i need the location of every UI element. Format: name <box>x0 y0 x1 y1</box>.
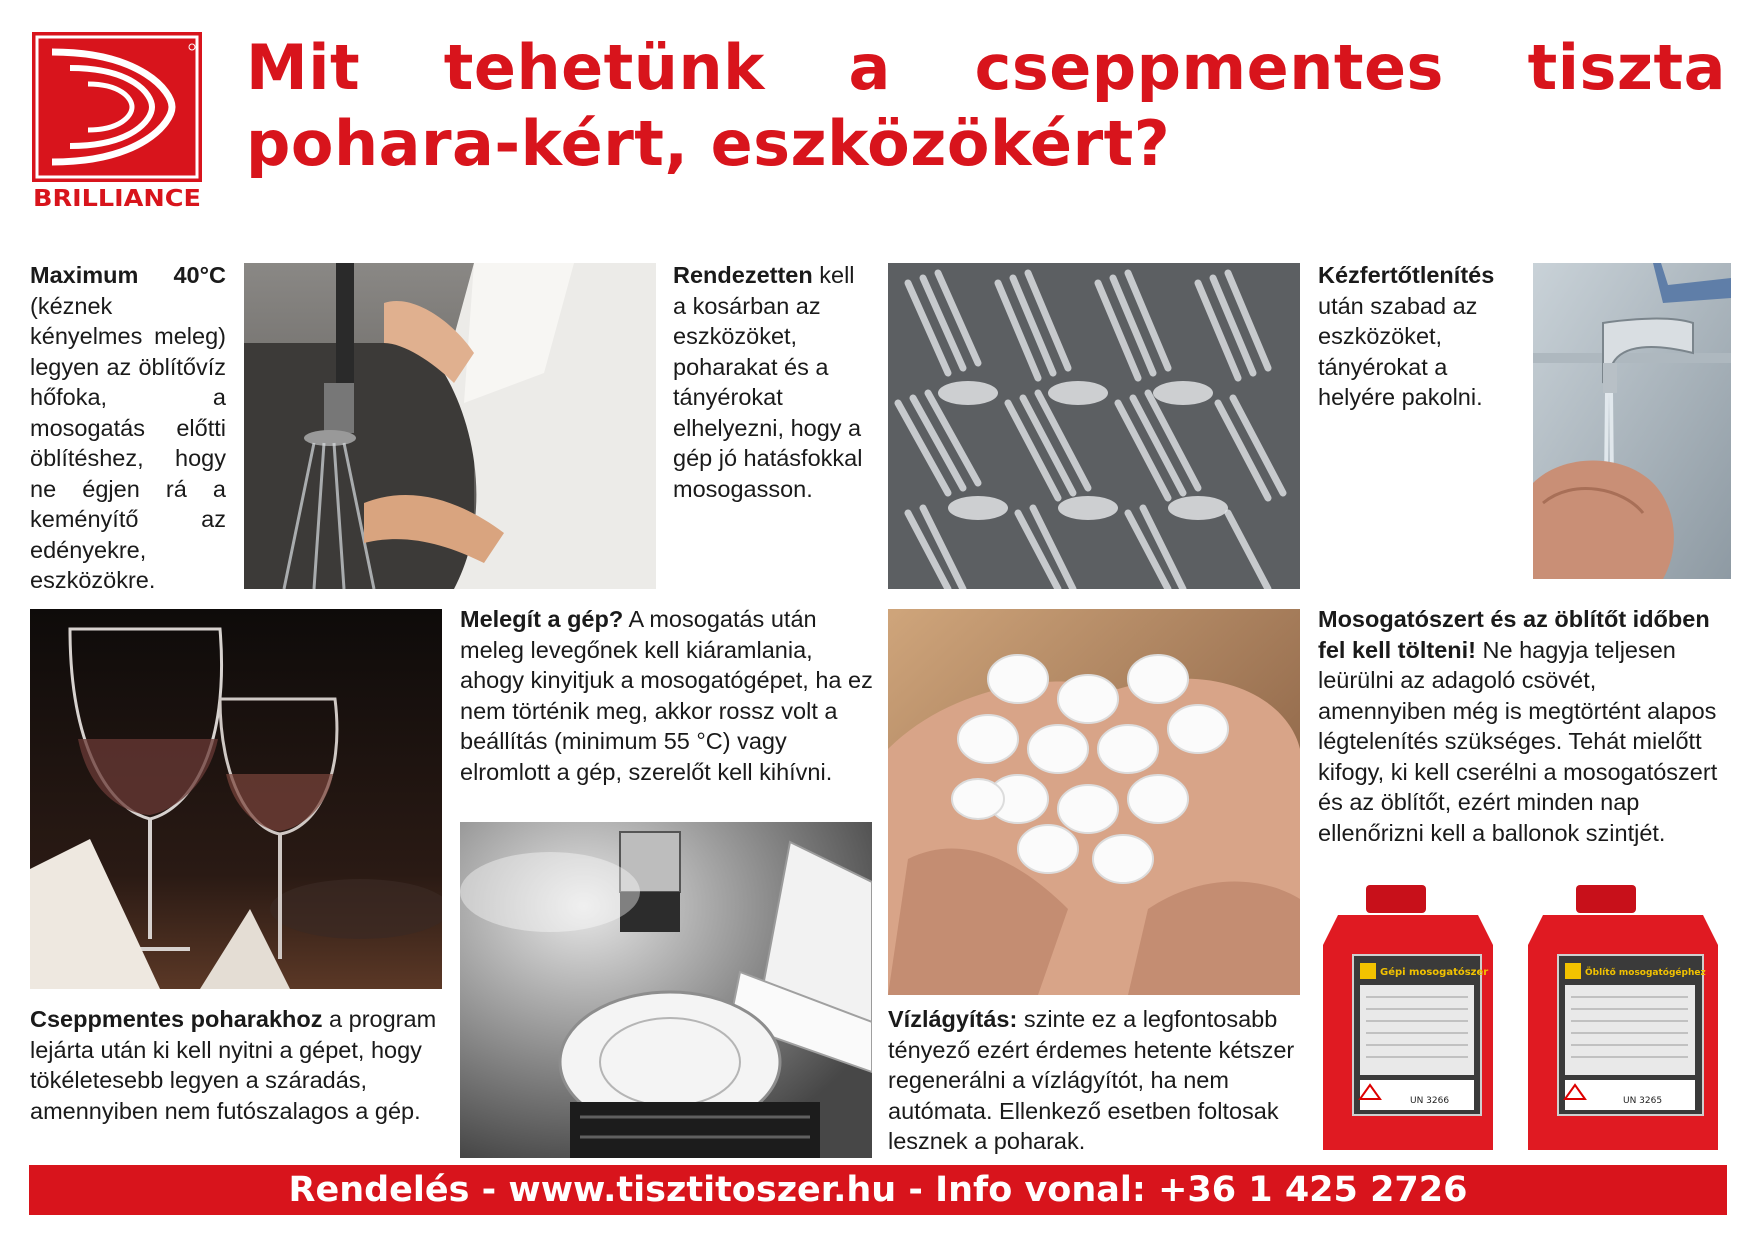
text-glasses-body: a program lejárta után ki kell nyitni a gépet, hogy tökéletesebb legyen a száradás, amennyiben nem futószalagos a gép. <box>30 1006 437 1124</box>
text-water-softening-body: szinte ez a legfontosabb tényező ezért érdemes hetente kétszer regenerálni a vízlágyítót, ha nem autómata. Ellenkező esetben foltosak lesznek a poharak. <box>888 1006 1295 1154</box>
brand-name: BRILLIANCE <box>33 184 201 212</box>
canister-rinse-aid-code: UN 3265 <box>1623 1096 1663 1106</box>
photo-wine-glasses <box>30 609 442 989</box>
photo-salt-tablets <box>888 609 1300 995</box>
photo-hand-washing <box>1533 263 1731 579</box>
footer-order-bar: Rendelés - www.tisztitoszer.hu - Info vonal: +36 1 425 2726 <box>29 1165 1727 1215</box>
text-arrangement-bold: Rendezetten <box>673 262 813 288</box>
canister-rinse-aid <box>1528 885 1718 1150</box>
text-heating-body: A mosogatás után meleg levegőnek kell kiáramlania, ahogy kinyitjuk a mosogatógépet, ha ez nem történik meg, akkor rossz volt a beállítás (minimum 55 °C) vagy elromlott a gép, szerelőt kell kihívni. <box>460 606 873 785</box>
text-temperature <box>30 260 226 596</box>
canister-detergent-code: UN 3266 <box>1410 1096 1450 1106</box>
text-glasses <box>30 1004 444 1126</box>
text-detergent <box>1318 604 1728 848</box>
canister-detergent <box>1323 885 1493 1150</box>
brilliance-logo <box>32 32 222 222</box>
canister-detergent-label: Gépi mosogatószer <box>1380 967 1489 978</box>
text-temperature-body: (kéznek kényelmes meleg) legyen az öblítővíz hőfoka, a mosogatás előtti öblítéshez, hogy ne égjen rá a keményítő az edényekre, eszközökre. <box>30 292 226 593</box>
text-arrangement-body: kell a kosárban az eszközöket, poharakat és a tányérokat elhelyezni, hogy a gép jó hatásfokkal mosogasson. <box>673 262 863 502</box>
text-hand-disinfection <box>1318 260 1518 413</box>
text-hand-disinfection-bold: Kézfertőtlenítés <box>1318 262 1495 288</box>
photo-forks-basket <box>888 263 1300 589</box>
page-title: Mit tehetünk a cseppmentes tiszta pohara-kért, eszközökért? <box>246 31 1726 180</box>
text-detergent-bold: Mosogatószert és az öblítőt időben fel kell tölteni! <box>1318 606 1710 663</box>
text-arrangement <box>673 260 873 504</box>
text-hand-disinfection-body: után szabad az eszközöket, tányérokat a helyére pakolni. <box>1318 292 1483 410</box>
photo-rinse-spray <box>244 263 656 589</box>
photo-dishwasher-steam <box>460 822 872 1158</box>
text-heating <box>460 604 880 787</box>
text-detergent-body: Ne hagyja teljesen leürülni az adagoló csövét, amennyiben még is megtörtént alapos légtelenítés szükséges. Tehát mielőtt kifogy, ki kell cserélni a mosogatószert és az öblítőt, ezért minden nap ellenőrizni kell a ballonok szintjét. <box>1318 636 1718 846</box>
photo-product-canisters <box>1318 885 1730 1160</box>
text-water-softening-bold: Vízlágyítás: <box>888 1006 1018 1032</box>
canister-rinse-aid-label: Öblítő mosogatógéphez <box>1585 968 1706 978</box>
text-heating-bold: Melegít a gép? <box>460 606 624 632</box>
text-water-softening <box>888 1004 1300 1157</box>
text-temperature-bold: Maximum 40°C <box>30 262 226 288</box>
text-glasses-bold: Cseppmentes poharakhoz <box>30 1006 323 1032</box>
